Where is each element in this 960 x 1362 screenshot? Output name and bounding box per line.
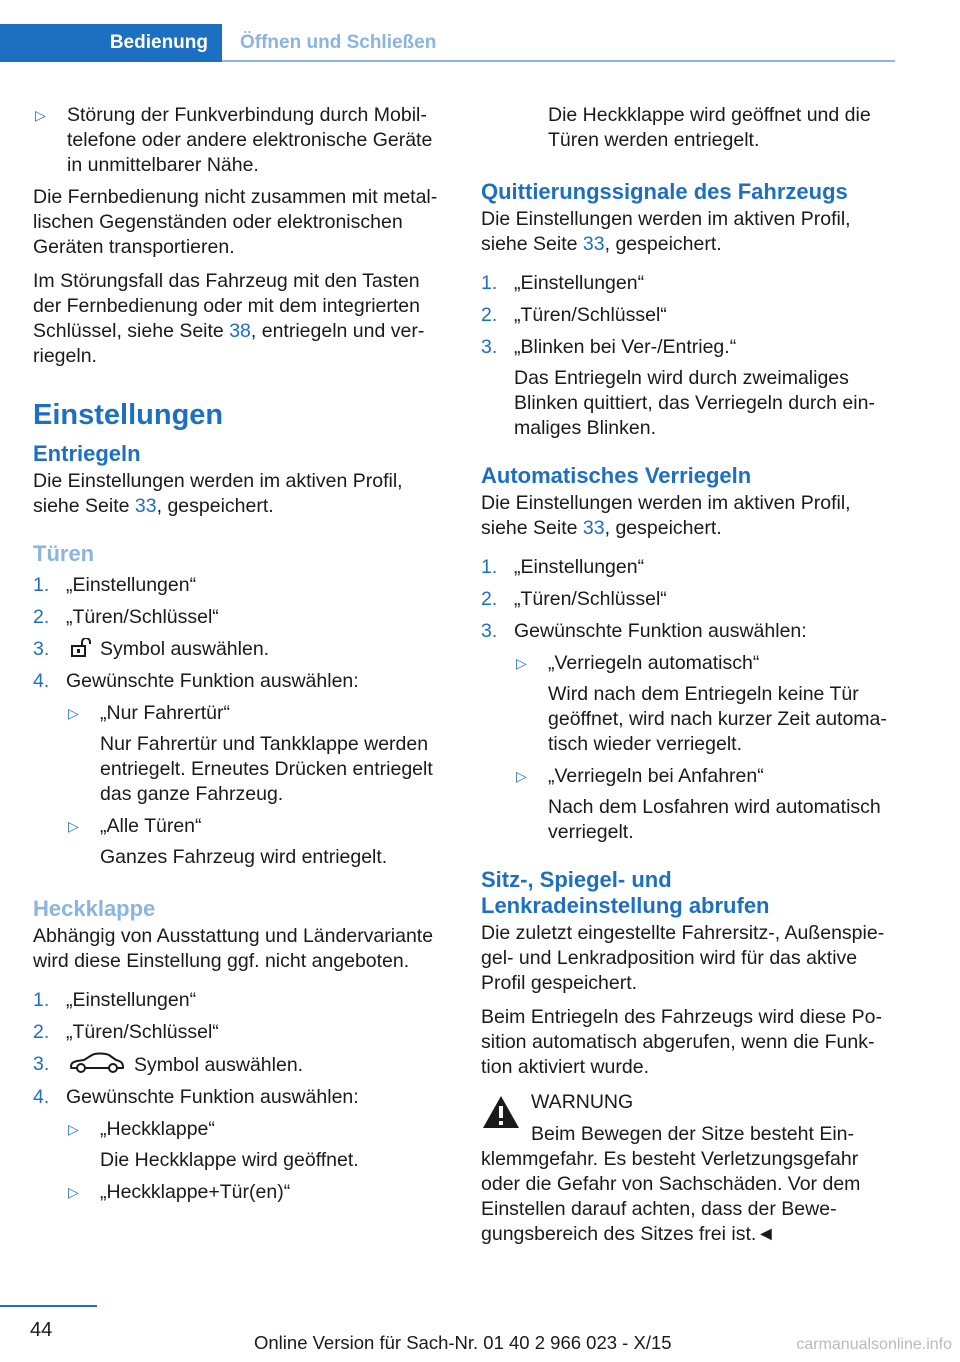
step-number: 1. <box>33 989 50 1011</box>
step-text: „Einstellungen“ <box>514 556 645 578</box>
option-label: „Heckklappe“ <box>100 1118 215 1140</box>
option-description: Die Heckklappe wird geöffnet. <box>100 1149 359 1171</box>
step-number: 1. <box>481 272 498 294</box>
option-description: Wird nach dem Entriegeln keine Tür geöffnet, wird nach kurzer Zeit automatisch wieder verriegelt. <box>548 683 887 755</box>
list-item <box>66 701 448 807</box>
list-item <box>33 1052 448 1078</box>
subsubsection-title: Heckklappe <box>33 896 156 921</box>
option-label: „Nur Fahrertür“ <box>100 702 231 724</box>
paragraph: Die Fernbedienung nicht zusammen mit metallischen Gegenständen oder elektronischen Geräten transportieren. <box>33 186 438 258</box>
paragraph: Die zuletzt eingestellte Fahrersitz-, Außenspiegel- und Lenkradposition wird für das aktive Profil gespeichert. <box>481 922 885 994</box>
page-link[interactable]: 38 <box>229 320 251 342</box>
page-header <box>0 24 895 62</box>
list-item <box>514 651 896 757</box>
list-item <box>481 555 896 580</box>
step-text: „Türen/Schlüssel“ <box>66 606 219 628</box>
step-number: 2. <box>33 606 50 628</box>
right-column <box>481 103 896 1247</box>
triangle-bullet-icon: ▷ <box>35 107 46 123</box>
paragraph: Die Einstellungen werden im aktiven Profil, siehe Seite 33, gespeichert. <box>33 470 403 517</box>
list-item <box>66 1117 448 1173</box>
option-description-continued: Die Heckklappe wird geöffnet und die Türen werden entriegelt. <box>548 104 871 151</box>
step-number: 3. <box>481 620 498 642</box>
section-title: Einstellungen <box>33 399 224 431</box>
warning-triangle-icon <box>481 1094 521 1130</box>
triangle-bullet-icon: ▷ <box>68 1121 79 1137</box>
list-item <box>66 1180 448 1205</box>
step-text: Symbol auswählen. <box>100 638 270 660</box>
steps-list <box>481 555 896 845</box>
triangle-bullet-icon: ▷ <box>516 768 527 784</box>
paragraph: Die Einstellungen werden im aktiven Profil, siehe Seite 33, gespeichert. <box>481 492 851 539</box>
step-number: 2. <box>481 588 498 610</box>
list-item <box>481 303 896 328</box>
paragraph: Abhängig von Ausstattung und Ländervariante wird diese Einstellung ggf. nicht angeboten. <box>33 925 434 972</box>
step-text: „Türen/Schlüssel“ <box>66 1021 219 1043</box>
option-description: Nur Fahrertür und Tankklappe werden entriegelt. Erneutes Drücken entriegelt das ganze Fahrzeug. <box>100 733 433 805</box>
option-description: Nach dem Losfahren wird automatisch verriegelt. <box>548 796 881 843</box>
subsubsection-title: Türen <box>33 541 95 566</box>
warning-text: Beim Bewegen der Sitze besteht Einklemmgefahr. Es besteht Verletzungsgefahr oder die Gefahr von Sachschäden. Vor dem Einstellen darauf achten, dass der Bewegungsbereich des Sitzes frei ist.◄ <box>481 1123 861 1245</box>
step-number: 4. <box>33 1086 50 1108</box>
triangle-bullet-icon: ▷ <box>516 655 527 671</box>
step-text: „Türen/Schlüssel“ <box>514 304 667 326</box>
footer-rule <box>0 1305 97 1307</box>
car-outline-icon <box>68 1052 126 1074</box>
options-list <box>66 1117 448 1205</box>
triangle-bullet-icon: ▷ <box>68 818 79 834</box>
header-chapter-label: Öffnen und Schließen <box>240 32 437 53</box>
list-item <box>33 669 448 694</box>
step-number: 1. <box>33 574 50 596</box>
step-text: „Blinken bei Ver-/Entrieg.“ <box>514 336 737 358</box>
list-item <box>481 335 896 441</box>
watermark: carmanualsonline.info <box>796 1336 952 1353</box>
option-label: „Verriegeln bei Anfahren“ <box>548 765 764 787</box>
list-item <box>481 271 896 296</box>
steps-list <box>481 271 896 441</box>
page-number: 44 <box>30 1319 53 1341</box>
list-item <box>33 605 448 630</box>
list-item <box>33 1085 448 1110</box>
steps-list <box>33 573 448 870</box>
list-item <box>33 637 448 662</box>
step-text: „Einstellungen“ <box>514 272 645 294</box>
list-item <box>33 1020 448 1045</box>
step-text: Gewünschte Funktion auswählen: <box>514 620 807 642</box>
warning-box <box>481 1090 896 1247</box>
step-text: „Einstellungen“ <box>66 989 197 1011</box>
warning-title: WARNUNG <box>531 1091 634 1113</box>
paragraph: Im Störungsfall das Fahrzeug mit den Tasten der Fernbedienung oder mit dem integrierten Schlüssel, siehe Seite 38, entriegeln und verriegeln. <box>33 270 425 367</box>
step-text: Symbol auswählen. <box>134 1054 304 1076</box>
step-text: „Türen/Schlüssel“ <box>514 588 667 610</box>
steps-list <box>33 988 448 1205</box>
step-number: 3. <box>481 336 498 358</box>
subsection-title: Automatisches Verriegeln <box>481 463 752 488</box>
step-number: 2. <box>33 1021 50 1043</box>
step-number: 4. <box>33 670 50 692</box>
step-number: 3. <box>33 638 50 660</box>
footer-text: Online Version für Sach-Nr. 01 40 2 966 023 - X/15 <box>254 1332 672 1353</box>
list-item <box>66 814 448 870</box>
page-link[interactable]: 33 <box>134 495 157 517</box>
step-text: Gewünschte Funktion auswählen: <box>66 1086 359 1108</box>
step-description: Das Entriegeln wird durch zweimaliges Blinken quittiert, das Verriegeln durch einmaliges Blinken. <box>514 367 875 439</box>
page-link[interactable]: 33 <box>582 517 605 539</box>
step-text: „Einstellungen“ <box>66 574 197 596</box>
option-label: „Alle Türen“ <box>100 815 202 837</box>
paragraph: Die Einstellungen werden im aktiven Profil, siehe Seite 33, gespeichert. <box>481 208 851 255</box>
option-description: Ganzes Fahrzeug wird entriegelt. <box>100 846 388 868</box>
list-item <box>33 573 448 598</box>
subsection-title: Quittierungssignale des Fahrzeugs <box>481 179 848 204</box>
list-item <box>481 619 896 644</box>
left-column <box>33 103 448 1212</box>
paragraph: Beim Entriegeln des Fahrzeugs wird diese Position automatisch abgerufen, wenn die Funktion aktiviert wurde. <box>481 1006 883 1078</box>
option-label: „Verriegeln automatisch“ <box>548 652 760 674</box>
options-list <box>66 701 448 870</box>
triangle-bullet-icon: ▷ <box>68 1184 79 1200</box>
header-rule <box>222 60 895 62</box>
option-label: „Heckklappe+Tür(en)“ <box>100 1181 291 1203</box>
list-item <box>33 988 448 1013</box>
triangle-bullet-icon: ▷ <box>68 705 79 721</box>
options-list <box>514 651 896 845</box>
step-number: 1. <box>481 556 498 578</box>
bullet-text: Störung der Funkverbindung durch Mobiltelefone oder andere elektronische Geräte in unmittelbarer Nähe. <box>67 104 433 176</box>
page-link[interactable]: 33 <box>582 233 605 255</box>
list-item <box>33 103 448 178</box>
subsection-title: Entriegeln <box>33 441 141 466</box>
list-item <box>481 587 896 612</box>
door-unlock-icon <box>68 638 92 658</box>
step-text: Gewünschte Funktion auswählen: <box>66 670 359 692</box>
step-number: 2. <box>481 304 498 326</box>
header-section-label: Bedienung <box>109 32 208 53</box>
subsection-title: Sitz-, Spiegel- und Lenkradeinstellung abrufen <box>481 867 770 918</box>
list-item <box>514 764 896 845</box>
step-number: 3. <box>33 1053 50 1075</box>
